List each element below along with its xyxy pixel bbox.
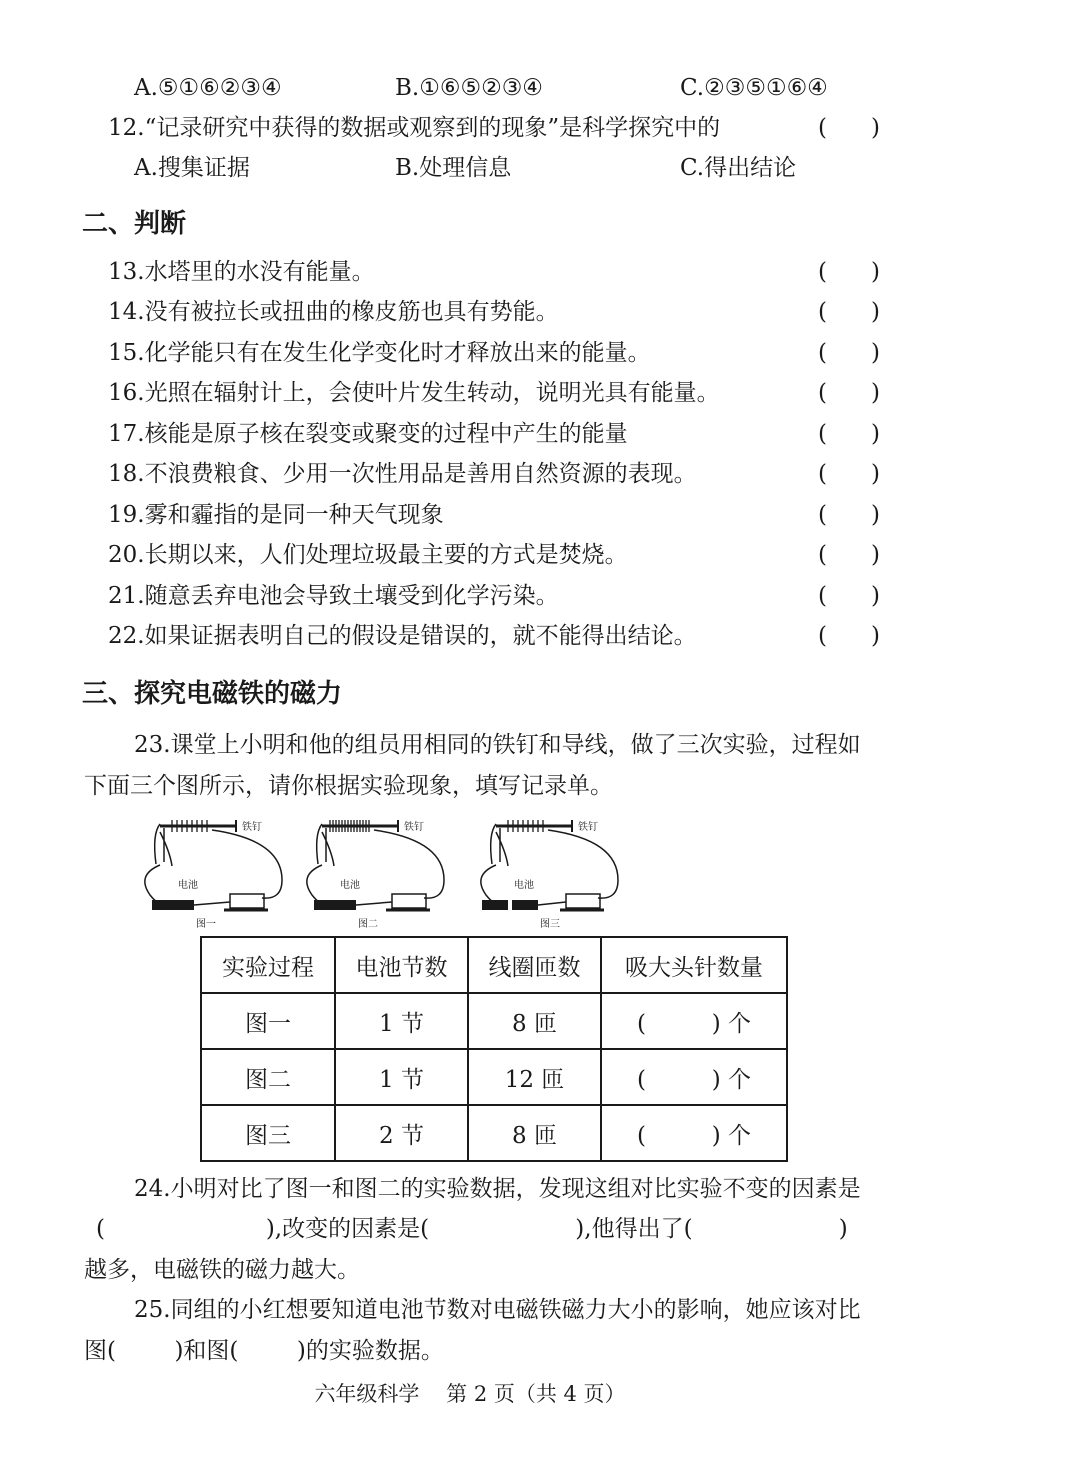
q24-line-3: 越多，电磁铁的磁力越大。: [84, 1257, 360, 1283]
figure-3-caption: 图三: [540, 919, 560, 930]
figure-2-nail-label: 铁钉: [404, 822, 424, 833]
cell-batteries: 1 节: [335, 993, 468, 1049]
figure-1-drawing: [145, 820, 282, 910]
judgement-18-paren: ( ): [818, 461, 880, 487]
figure-2: [307, 820, 444, 930]
header-battery-count: 电池节数: [335, 937, 468, 993]
judgement-15: 15.化学能只有在发生化学变化时才释放出来的能量。: [108, 340, 651, 366]
judgement-21: 21.随意丢弃电池会导致土壤受到化学污染。: [108, 583, 559, 609]
figure-3-drawing: [481, 820, 618, 910]
q12-option-b: B.处理信息: [395, 155, 512, 181]
q23-line-2: 下面三个图所示，请你根据实验现象，填写记录单。: [84, 773, 613, 799]
header-process: 实验过程: [201, 937, 335, 993]
q11-option-b: B.①⑥⑤②③④: [395, 75, 543, 101]
header-coil-turns: 线圈匝数: [468, 937, 601, 993]
judgement-13-paren: ( ): [818, 259, 880, 285]
table-header-row: [201, 937, 787, 993]
judgement-21-paren: ( ): [818, 583, 880, 609]
judgement-22: 22.如果证据表明自己的假设是错误的，就不能得出结论。: [108, 623, 697, 649]
q12-stem: 12.“记录研究中获得的数据或观察到的现象”是科学探究中的: [108, 115, 721, 141]
figure-1: [145, 820, 282, 930]
figure-3-nail-label: 铁钉: [578, 822, 598, 833]
figure-1-nail-label: 铁钉: [242, 822, 262, 833]
figure-2-caption: 图二: [358, 919, 378, 930]
q12-option-c: C.得出结论: [680, 155, 797, 181]
record-table: [200, 936, 788, 1162]
table-row: [201, 993, 787, 1049]
judgement-20-paren: ( ): [818, 542, 880, 568]
cell-pin-count-blank: ( ) 个: [601, 1105, 787, 1161]
q11-option-c: C.②③⑤①⑥④: [680, 75, 828, 101]
judgement-17: 17.核能是原子核在裂变或聚变的过程中产生的能量: [108, 421, 628, 447]
judgement-20: 20.长期以来，人们处理垃圾最主要的方式是焚烧。: [108, 542, 628, 568]
q24-line-2: ( ),改变的因素是( ),他得出了( ): [96, 1216, 848, 1242]
figure-3: [481, 820, 618, 930]
judgement-14: 14.没有被拉长或扭曲的橡皮筋也具有势能。: [108, 299, 559, 325]
q23-line-1: 23.课堂上小明和他的组员用相同的铁钉和导线，做了三次实验，过程如: [134, 732, 861, 758]
figure-1-caption: 图一: [196, 919, 216, 930]
judgement-16: 16.光照在辐射计上，会使叶片发生转动，说明光具有能量。: [108, 380, 720, 406]
judgement-13: 13.水塔里的水没有能量。: [108, 259, 375, 285]
judgement-18: 18.不浪费粮食、少用一次性用品是善用自然资源的表现。: [108, 461, 697, 487]
cell-batteries: 1 节: [335, 1049, 468, 1105]
cell-pin-count-blank: ( ) 个: [601, 1049, 787, 1105]
header-pin-count: 吸大头针数量: [601, 937, 787, 993]
section-3-title: 三、探究电磁铁的磁力: [82, 679, 343, 709]
q24-line-1: 24.小明对比了图一和图二的实验数据，发现这组对比实验不变的因素是: [134, 1176, 861, 1202]
judgement-14-paren: ( ): [818, 299, 880, 325]
judgement-19-paren: ( ): [818, 502, 880, 528]
section-2-title: 二、判断: [82, 209, 187, 239]
q25-line-1: 25.同组的小红想要知道电池节数对电磁铁磁力大小的影响，她应该对比: [134, 1297, 861, 1323]
page-footer: 六年级科学 第 2 页（共 4 页）: [314, 1382, 626, 1406]
cell-turns: 8 匝: [468, 993, 601, 1049]
judgement-22-paren: ( ): [818, 623, 880, 649]
q12-answer-paren: ( ): [818, 115, 880, 141]
judgement-15-paren: ( ): [818, 340, 880, 366]
figure-2-battery-label: 电池: [340, 880, 360, 891]
table-row: [201, 1105, 787, 1161]
cell-figure: 图三: [201, 1105, 335, 1161]
judgement-16-paren: ( ): [818, 380, 880, 406]
q12-option-a: A.搜集证据: [134, 155, 250, 181]
figure-2-drawing: [307, 820, 444, 910]
figure-3-battery-label: 电池: [514, 880, 534, 891]
judgement-17-paren: ( ): [818, 421, 880, 447]
cell-turns: 12 匝: [468, 1049, 601, 1105]
q25-line-2: 图( )和图( )的实验数据。: [84, 1338, 444, 1364]
electromagnet-figures: [132, 810, 642, 932]
figure-1-battery-label: 电池: [178, 880, 198, 891]
cell-figure: 图一: [201, 993, 335, 1049]
cell-figure: 图二: [201, 1049, 335, 1105]
cell-pin-count-blank: ( ) 个: [601, 993, 787, 1049]
table-row: [201, 1049, 787, 1105]
cell-batteries: 2 节: [335, 1105, 468, 1161]
judgement-19: 19.雾和霾指的是同一种天气现象: [108, 502, 444, 528]
q11-option-a: A.⑤①⑥②③④: [134, 75, 282, 101]
cell-turns: 8 匝: [468, 1105, 601, 1161]
